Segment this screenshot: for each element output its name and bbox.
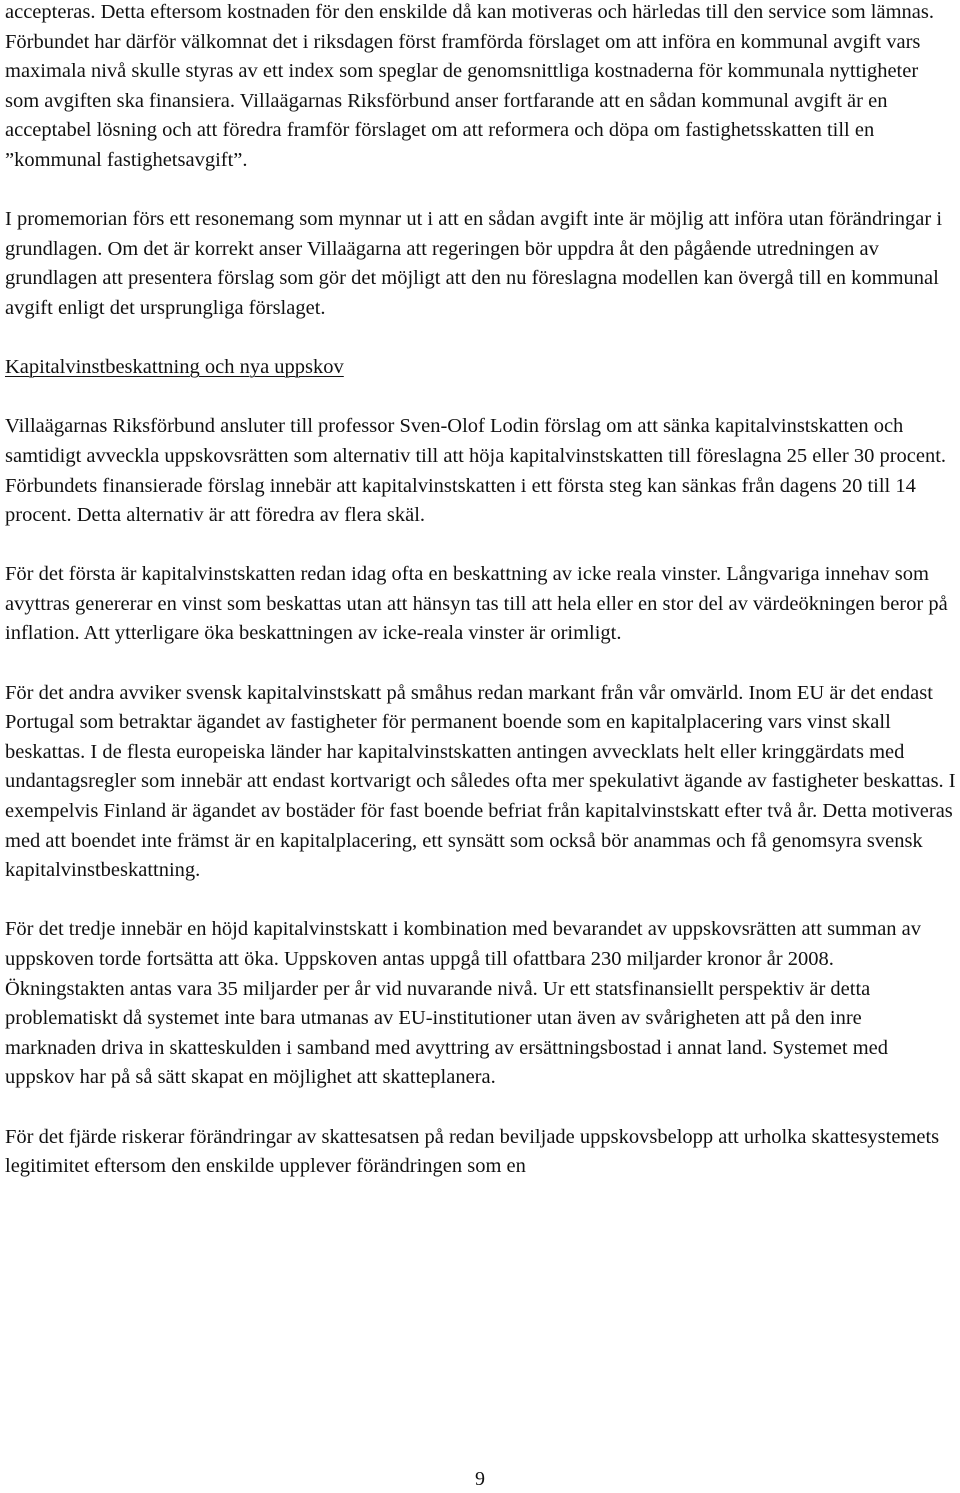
paragraph-fjarde-skalet: För det fjärde riskerar förändringar av skattesatsen på redan beviljade uppskovsbelopp att urholka skattesystemets legitimitet eftersom den enskilde upplever förändringen som en (5, 1125, 940, 1178)
paragraph-forsta-skalet: För det första är kapitalvinstskatten redan idag ofta en beskattning av icke reala vinster. Långvariga innehav som avyttras genererar en vinst som beskattas utan att hänsyn tas till att hela eller en stor del av värdeökningen beror på inflation. Att ytterligare öka beskattningen av icke-reala vinster är orimligt. (5, 563, 948, 645)
page-number: 9 (475, 1468, 485, 1490)
paragraph-tredje-skalet: För det tredje innebär en höjd kapitalvinstskatt i kombination med bevarandet av uppskovsrätten att summan av uppskoven torde fortsätta att öka. Uppskoven antas uppgå till ofattbara 230 miljarder kronor år 2008. Ökningstakten antas vara 35 miljarder per år vid nuvarande nivå. Ur ett statsfinansiellt perspektiv är detta problematiskt då systemet inte bara utmanas av EU-institutioner utan även av svårigheten att på den inre marknaden driva in skatteskulden i samband med avyttring av ersättningsbostad i annat land. Systemet med uppskov har på så sätt skapat en möjlighet att skatteplanera. (5, 918, 922, 1089)
paragraph-promemorian: I promemorian förs ett resonemang som mynnar ut i att en sådan avgift inte är möjlig att införa utan förändringar i grundlagen. Om det är korrekt anser Villaägarna att regeringen bör uppdra åt den pågående utredningen av grundlagen att presentera förslag som gör det möjligt att den nu föreslagna modellen kan övergå till en kommunal avgift enligt det ursprungliga förslaget. (5, 208, 943, 319)
document-page (5, 0, 957, 1211)
paragraph-andra-skalet: För det andra avviker svensk kapitalvinstskatt på småhus redan markant från vår omvärld. Inom EU är det endast Portugal som betraktar ägandet av fastigheter för permanent boende som en kapitalplacering vars vinst skall beskattas. I de flesta europeiska länder har kapitalvinstskatten antingen avvecklats helt eller kringgärdats med undantagsregler som innebär att endast kortvarigt och således ofta mer spekulativt ägande av fastigheter beskattas. I exempelvis Finland är ägandet av bostäder för fast boende befriat från kapitalvinstskatt efter två år. Detta motiveras med att boendet inte främst är en kapitalplacering, ett synsätt som också bör anammas och få genomsyra svensk kapitalvinstbeskattning. (5, 681, 956, 882)
paragraph-lodin-forslag: Villaägarnas Riksförbund ansluter till professor Sven-Olof Lodin förslag om att sänka kapitalvinstskatten och samtidigt avveckla uppskovsrätten som alternativ till att höja kapitalvinstskatten till föreslagna 25 eller 30 procent. Förbundets finansierade förslag innebär att kapitalvinstskatten i ett första steg kan sänkas från dagens 20 till 14 procent. Detta alternativ är att föredra av flera skäl. (5, 415, 947, 527)
section-heading: Kapitalvinstbeskattning och nya uppskov (5, 356, 344, 379)
paragraph-kommunal-avgift: accepteras. Detta eftersom kostnaden för den enskilde då kan motiveras och härledas till den service som lämnas. Förbundet har därför välkomnat det i riksdagen först framförda förslaget om att införa en kommunal avgift vars maximala nivå skulle styras av ett index som speglar de genomsnittliga kostnaderna för kommunala nyttigheter som avgiften ska finansiera. Villaägarnas Riksförbund anser fortfarande att en sådan kommunal avgift är en acceptabel lösning och att föredra framför förslaget om att reformera och döpa om fastighetsskatten till en ”kommunal fastighetsavgift”. (5, 1, 934, 171)
